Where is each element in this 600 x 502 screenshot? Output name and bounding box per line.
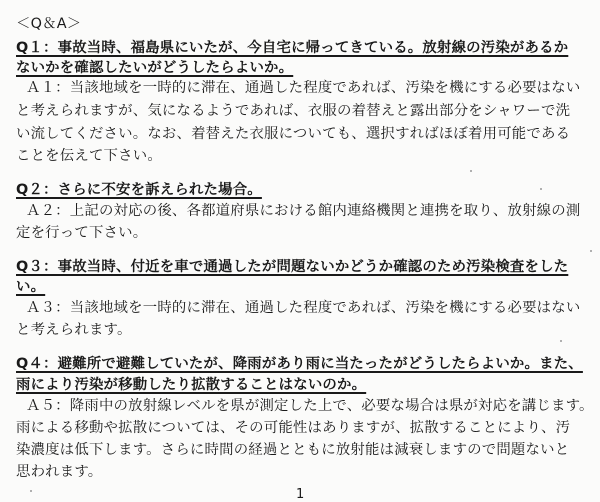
answer-4-line-1: Ａ５：降雨中の放射線レベルを県が測定した上で、必要な場合は県が対応を講じます。	[26, 398, 594, 414]
question-3-line-1: Q３：事故当時、付近を車で通過したが問題ないかどうか確認のため汚染検査をした	[16, 259, 569, 275]
question-4-line-2: 雨により汚染が移動したり拡散することはないのか。	[16, 377, 367, 393]
scan-speck	[590, 250, 592, 252]
answer-2-line-1: Ａ２：上記の対応の後、各都道府県における館内連絡機関と連携を取り、放射線の測	[26, 203, 581, 219]
scan-speck	[470, 170, 472, 172]
answer-1-line-2: と考えられますが、気になるようであれば、衣服の着替えと露出部分をシャワーで洗	[16, 103, 571, 119]
answer-3-line-2: と考えられます。	[16, 322, 132, 338]
answer-4-line-4: 思われます。	[16, 464, 103, 480]
question-4-line-1: Q４：避難所で避難していたが、降雨があり雨に当たったがどうしたらよいか。また、	[16, 356, 583, 372]
answer-4-line-3: 染濃度は低下します。さらに時間の経過とともに放射能は減衰しますので問題ないと	[16, 442, 570, 458]
question-1-line-2: ないかを確認したいがどうしたらよいか。	[16, 60, 294, 76]
qa-heading: ＜Q＆A＞	[16, 16, 82, 32]
question-2-line-1: Q２：さらに不安を訴えられた場合。	[16, 182, 262, 198]
page-number: 1	[296, 487, 305, 502]
answer-1-line-3: い流してください。なお、着替えた衣服についても、選択すればほぼ着用可能である	[16, 126, 571, 142]
answer-2-line-2: 定を行って下さい。	[16, 225, 148, 241]
scan-speck	[560, 340, 562, 342]
answer-4-line-2: 雨による移動や拡散については、その可能性はありますが、拡散することにより、汚	[16, 420, 571, 436]
question-1-line-1: Q１：事故当時、福島県にいたが、今自宅に帰ってきている。放射線の汚染があるか	[16, 40, 569, 56]
question-3-line-2: い。	[16, 279, 46, 295]
answer-1-line-4: ことを伝えて下さい。	[16, 148, 162, 164]
scan-speck	[30, 490, 32, 492]
scan-speck	[540, 188, 542, 190]
answer-3-line-1: Ａ３：当該地域を一時的に滞在、通過した程度であれば、汚染を機にする必要はない	[26, 300, 581, 316]
answer-1-line-1: Ａ１：当該地域を一時的に滞在、通過した程度であれば、汚染を機にする必要はない	[26, 80, 581, 96]
